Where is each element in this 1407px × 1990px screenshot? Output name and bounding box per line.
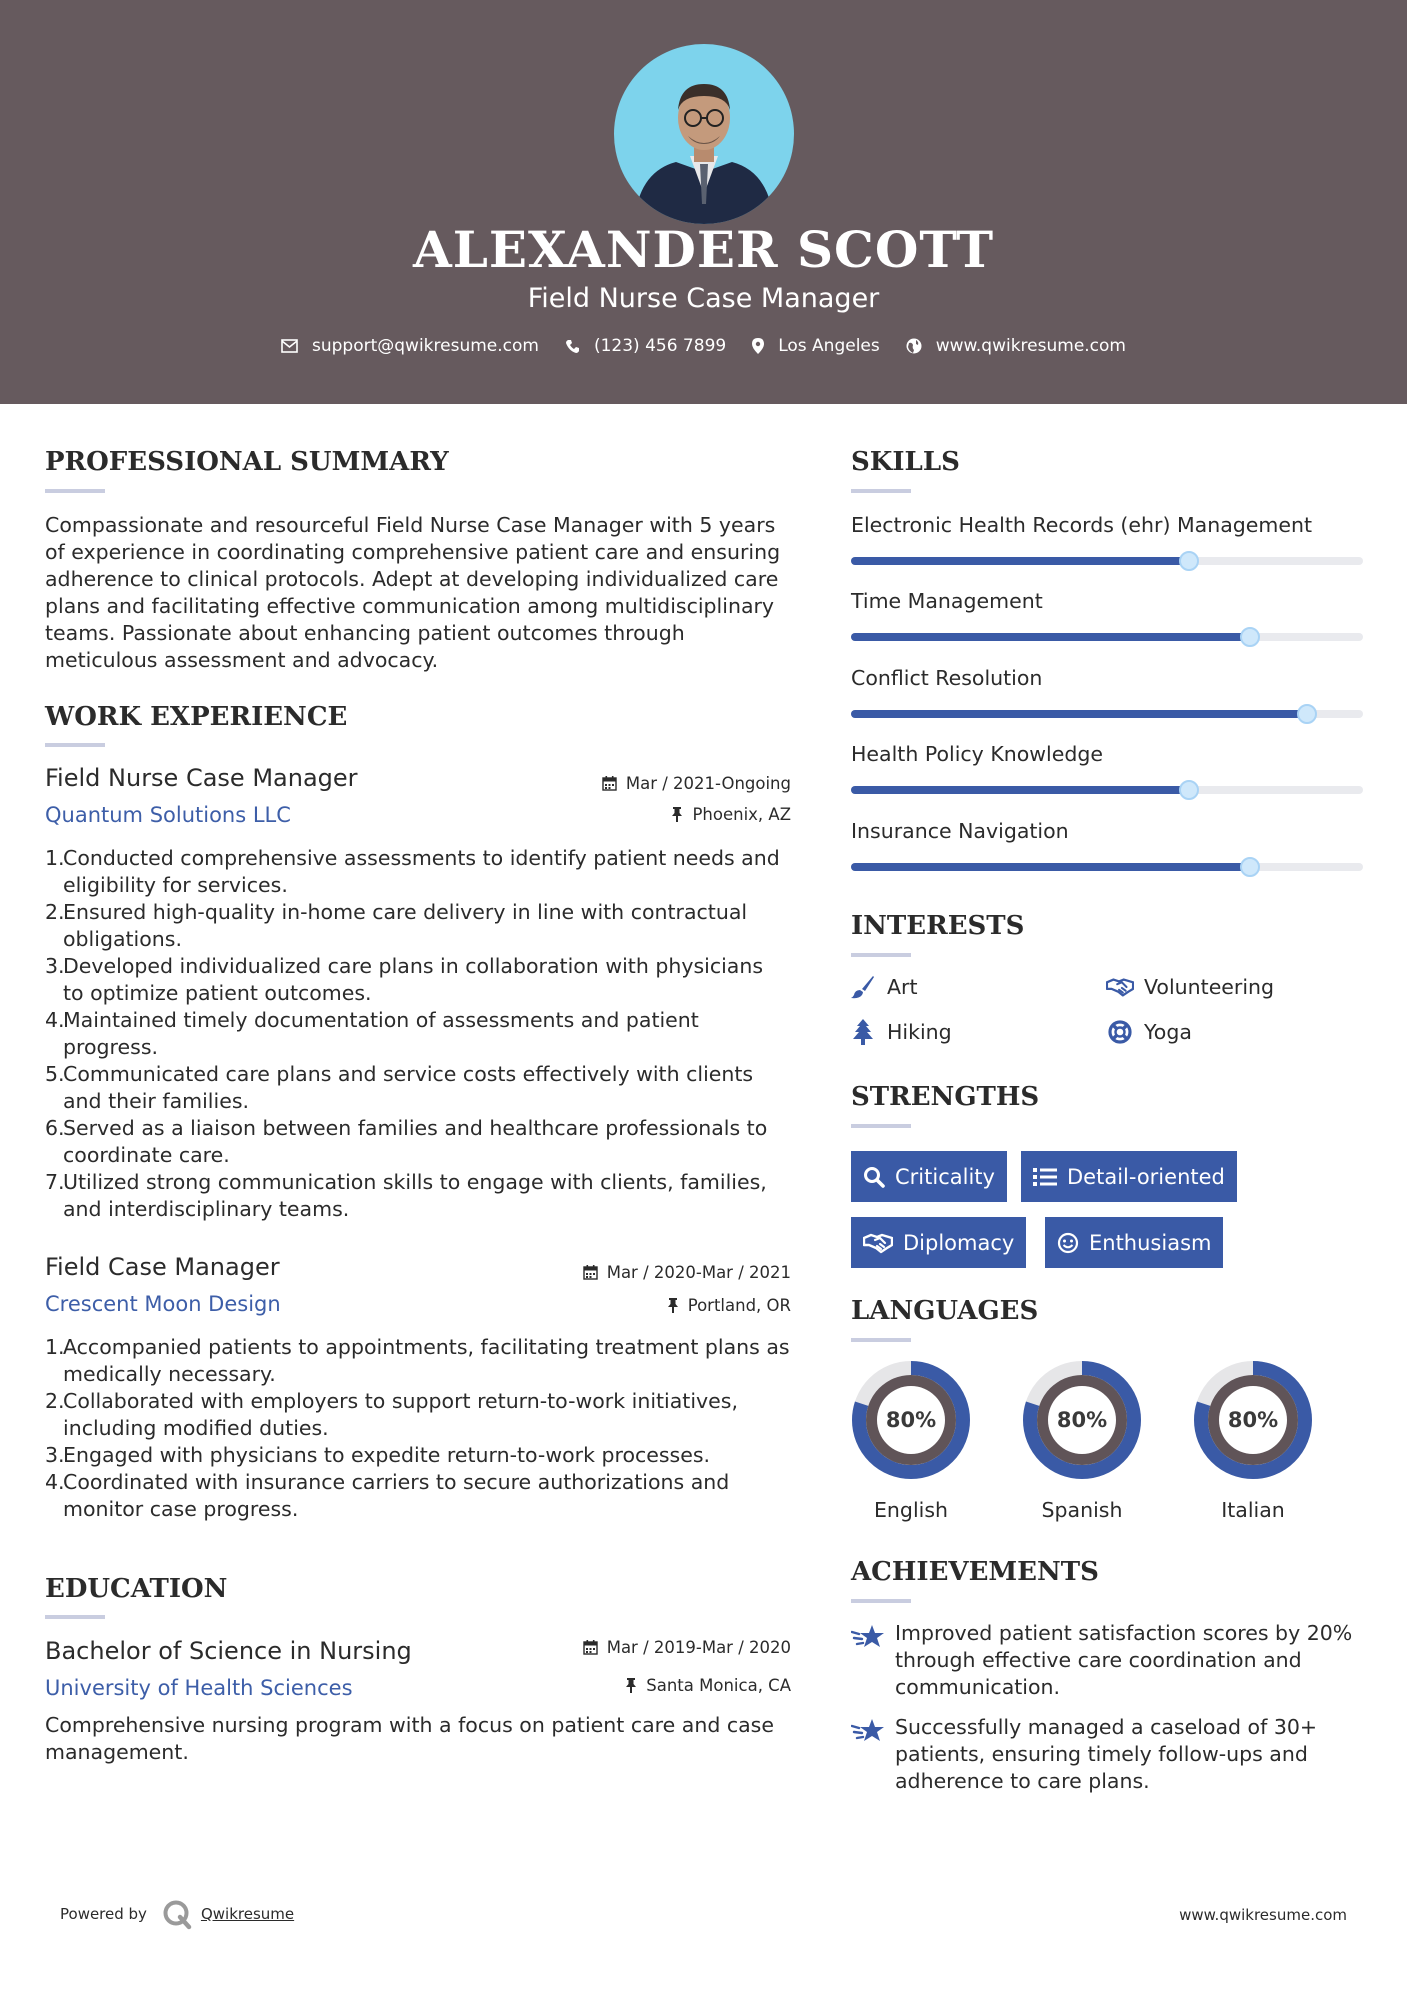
list-item: 2. Collaborated with employers to support return-to-work initiatives, including modified duties. — [45, 1389, 738, 1440]
skill-bar-knob — [1179, 780, 1199, 800]
interests-heading: INTERESTS — [851, 911, 1025, 941]
strength-label: Enthusiasm — [1089, 1230, 1212, 1255]
list-item: 4. Coordinated with insurance carriers to secure authorizations and monitor case progress. — [45, 1470, 730, 1521]
school-name: University of Health Sciences — [45, 1676, 353, 1700]
job-dates-text: Mar / 2020-Mar / 2021 — [606, 1263, 791, 1282]
calendar-icon — [583, 1265, 598, 1280]
handshake-icon — [863, 1232, 893, 1254]
skill-bar-knob — [1297, 704, 1317, 724]
job-dates — [602, 774, 791, 793]
search-icon — [863, 1166, 885, 1188]
achievement-item — [851, 1714, 1371, 1795]
job-location-text: Phoenix, AZ — [692, 805, 791, 824]
achievements-heading-rule — [851, 1599, 911, 1603]
skills-heading-rule — [851, 489, 911, 493]
language-ring — [850, 1359, 972, 1481]
qwikresume-logo-icon — [161, 1898, 193, 1930]
summary-heading-rule — [45, 489, 105, 493]
powered-by-label: Powered by — [60, 1905, 147, 1923]
contact-email[interactable] — [281, 336, 539, 356]
achievements-heading: ACHIEVEMENTS — [851, 1557, 1099, 1587]
phone-icon — [565, 339, 580, 354]
strength-tag — [1021, 1151, 1237, 1202]
interest-label: Volunteering — [1144, 975, 1275, 999]
language-percent: 80% — [885, 1408, 937, 1432]
language-name: Spanish — [1041, 1498, 1123, 1522]
language-ring — [1192, 1359, 1314, 1481]
language-name: Italian — [1221, 1498, 1285, 1522]
shooting-star-icon — [851, 1717, 885, 1745]
paintbrush-icon — [851, 975, 875, 999]
education-dates — [583, 1638, 791, 1657]
list-item: 3. Engaged with physicians to expedite return-to-work processes. — [45, 1443, 711, 1467]
list-item: 6. Served as a liaison between families and healthcare professionals to coordinate care. — [45, 1116, 768, 1167]
company-name: Crescent Moon Design — [45, 1292, 281, 1316]
list-item: 1. Conducted comprehensive assessments to identify patient needs and eligibility for services. — [45, 846, 780, 897]
skill-bar-knob — [1179, 551, 1199, 571]
achievement-text: Successfully managed a caseload of 30+ patients, ensuring timely follow-ups and adherence to care plans. — [895, 1715, 1318, 1793]
interest-item — [849, 973, 918, 1001]
language-ring — [1021, 1359, 1143, 1481]
list-item: 5. Communicated care plans and service costs effectively with clients and their families. — [45, 1062, 754, 1113]
resume-header — [0, 0, 1407, 404]
languages-heading: LANGUAGES — [851, 1296, 1039, 1326]
education-location — [625, 1676, 791, 1695]
contact-email-text: support@qwikresume.com — [312, 336, 539, 356]
contact-phone-text: (123) 456 7899 — [593, 336, 727, 356]
skill-bar-fill — [851, 786, 1189, 794]
calendar-icon — [583, 1640, 598, 1655]
skill-bar-fill — [851, 557, 1189, 565]
contact-website-text: www.qwikresume.com — [935, 336, 1126, 356]
skill-bar — [851, 633, 1363, 641]
brand-link[interactable]: Qwikresume — [200, 1905, 295, 1923]
experience-heading-rule — [45, 743, 105, 747]
map-pin-icon — [752, 338, 764, 354]
interest-label: Yoga — [1144, 1020, 1192, 1044]
interest-label: Art — [887, 975, 918, 999]
language-percent: 80% — [1227, 1408, 1279, 1432]
job-title: Field Nurse Case Manager — [45, 764, 358, 792]
education-dates-text: Mar / 2019-Mar / 2020 — [606, 1638, 791, 1657]
pushpin-icon — [667, 1298, 679, 1313]
skill-bar — [851, 786, 1363, 794]
avatar — [614, 44, 794, 224]
interest-item — [1106, 1018, 1192, 1046]
calendar-icon — [602, 776, 617, 791]
footer-powered-by — [60, 1898, 294, 1930]
list-item: 4. Maintained timely documentation of assessments and patient progress. — [45, 1008, 699, 1059]
skill-bar-knob — [1240, 857, 1260, 877]
job-title: Field Case Manager — [45, 1253, 280, 1281]
profile-photo — [614, 44, 794, 224]
contact-location-text: Los Angeles — [778, 336, 880, 356]
contact-phone[interactable] — [565, 336, 726, 356]
pushpin-icon — [625, 1678, 637, 1693]
strengths-heading-rule — [851, 1124, 911, 1128]
education-heading-rule — [45, 1615, 105, 1619]
company-name: Quantum Solutions LLC — [45, 803, 291, 827]
language-item — [1021, 1359, 1143, 1522]
education-location-text: Santa Monica, CA — [646, 1676, 791, 1695]
interest-item — [1106, 973, 1274, 1001]
skill-name: Time Management — [851, 589, 1043, 613]
strength-tag — [851, 1151, 1007, 1202]
strengths-heading: STRENGTHS — [851, 1082, 1040, 1112]
job-responsibilities — [45, 1334, 790, 1523]
skill-bar — [851, 557, 1363, 565]
skill-bar-fill — [851, 633, 1250, 641]
job-dates — [583, 1263, 791, 1282]
strength-label: Detail-oriented — [1067, 1164, 1225, 1189]
language-item — [850, 1359, 972, 1522]
tree-icon — [852, 1019, 874, 1045]
skill-bar-fill — [851, 863, 1250, 871]
list-item: 3. Developed individualized care plans in collaboration with physicians to optimize patient outcomes. — [45, 954, 764, 1005]
skill-name: Electronic Health Records (ehr) Management — [851, 513, 1313, 537]
list-item: 2. Ensured high-quality in-home care delivery in line with contractual obligations. — [45, 900, 748, 951]
languages-heading-rule — [851, 1338, 911, 1342]
language-item — [1192, 1359, 1314, 1522]
education-heading: EDUCATION — [45, 1574, 228, 1604]
degree-title: Bachelor of Science in Nursing — [45, 1637, 412, 1665]
job-location — [671, 805, 791, 824]
shooting-star-icon — [851, 1623, 885, 1651]
contact-website[interactable] — [906, 336, 1126, 356]
skill-name: Insurance Navigation — [851, 819, 1069, 843]
job-location-text: Portland, OR — [687, 1296, 791, 1315]
list-icon — [1033, 1167, 1057, 1187]
summary-heading: PROFESSIONAL SUMMARY — [45, 447, 449, 477]
language-percent: 80% — [1056, 1408, 1108, 1432]
handshake-icon — [1106, 976, 1134, 998]
strength-tag — [851, 1217, 1026, 1268]
contact-bar — [0, 336, 1407, 356]
skills-heading: SKILLS — [851, 447, 960, 477]
globe-icon — [906, 338, 922, 354]
lifebuoy-icon — [1108, 1020, 1132, 1044]
candidate-role: Field Nurse Case Manager — [527, 283, 880, 314]
achievement-item — [851, 1620, 1371, 1701]
strength-label: Diplomacy — [903, 1230, 1015, 1255]
list-item: 1. Accompanied patients to appointments, facilitating treatment plans as medically necessary. — [45, 1335, 790, 1386]
contact-location — [752, 336, 880, 356]
skill-name: Conflict Resolution — [851, 666, 1043, 690]
skill-bar-knob — [1240, 627, 1260, 647]
job-dates-text: Mar / 2021-Ongoing — [625, 774, 791, 793]
list-item: 7. Utilized strong communication skills to engage with clients, families, and interdisciplinary teams. — [45, 1170, 767, 1221]
smile-icon — [1057, 1232, 1079, 1254]
interest-item — [849, 1018, 952, 1046]
skill-name: Health Policy Knowledge — [851, 742, 1104, 766]
footer-website[interactable]: www.qwikresume.com — [1179, 1906, 1347, 1924]
summary-text: Compassionate and resourceful Field Nurse Case Manager with 5 years of experience in coordinating comprehensive patient care and ensuring adherence to clinical protocols. Adept at developing individualized care plans and facilitating effective communication among multidisciplinary teams. Passionate about enhancing patient outcomes through meticulous assessment and advocacy. — [45, 513, 781, 672]
language-name: English — [873, 1498, 949, 1522]
skill-bar — [851, 863, 1363, 871]
skill-bar — [851, 710, 1363, 718]
experience-heading: WORK EXPERIENCE — [45, 702, 348, 732]
skill-bar-fill — [851, 710, 1307, 718]
job-responsibilities — [45, 845, 790, 1223]
interests-heading-rule — [851, 953, 911, 957]
job-location — [667, 1296, 791, 1315]
achievement-text: Improved patient satisfaction scores by 20% through effective care coordination and communication. — [895, 1621, 1353, 1699]
education-description: Comprehensive nursing program with a focus on patient care and case management. — [45, 1713, 774, 1764]
strength-tag — [1045, 1217, 1223, 1268]
candidate-name: ALEXANDER SCOTT — [412, 220, 995, 279]
strength-label: Criticality — [895, 1164, 995, 1189]
envelope-icon — [281, 339, 298, 353]
interest-label: Hiking — [887, 1020, 952, 1044]
pushpin-icon — [671, 807, 683, 822]
